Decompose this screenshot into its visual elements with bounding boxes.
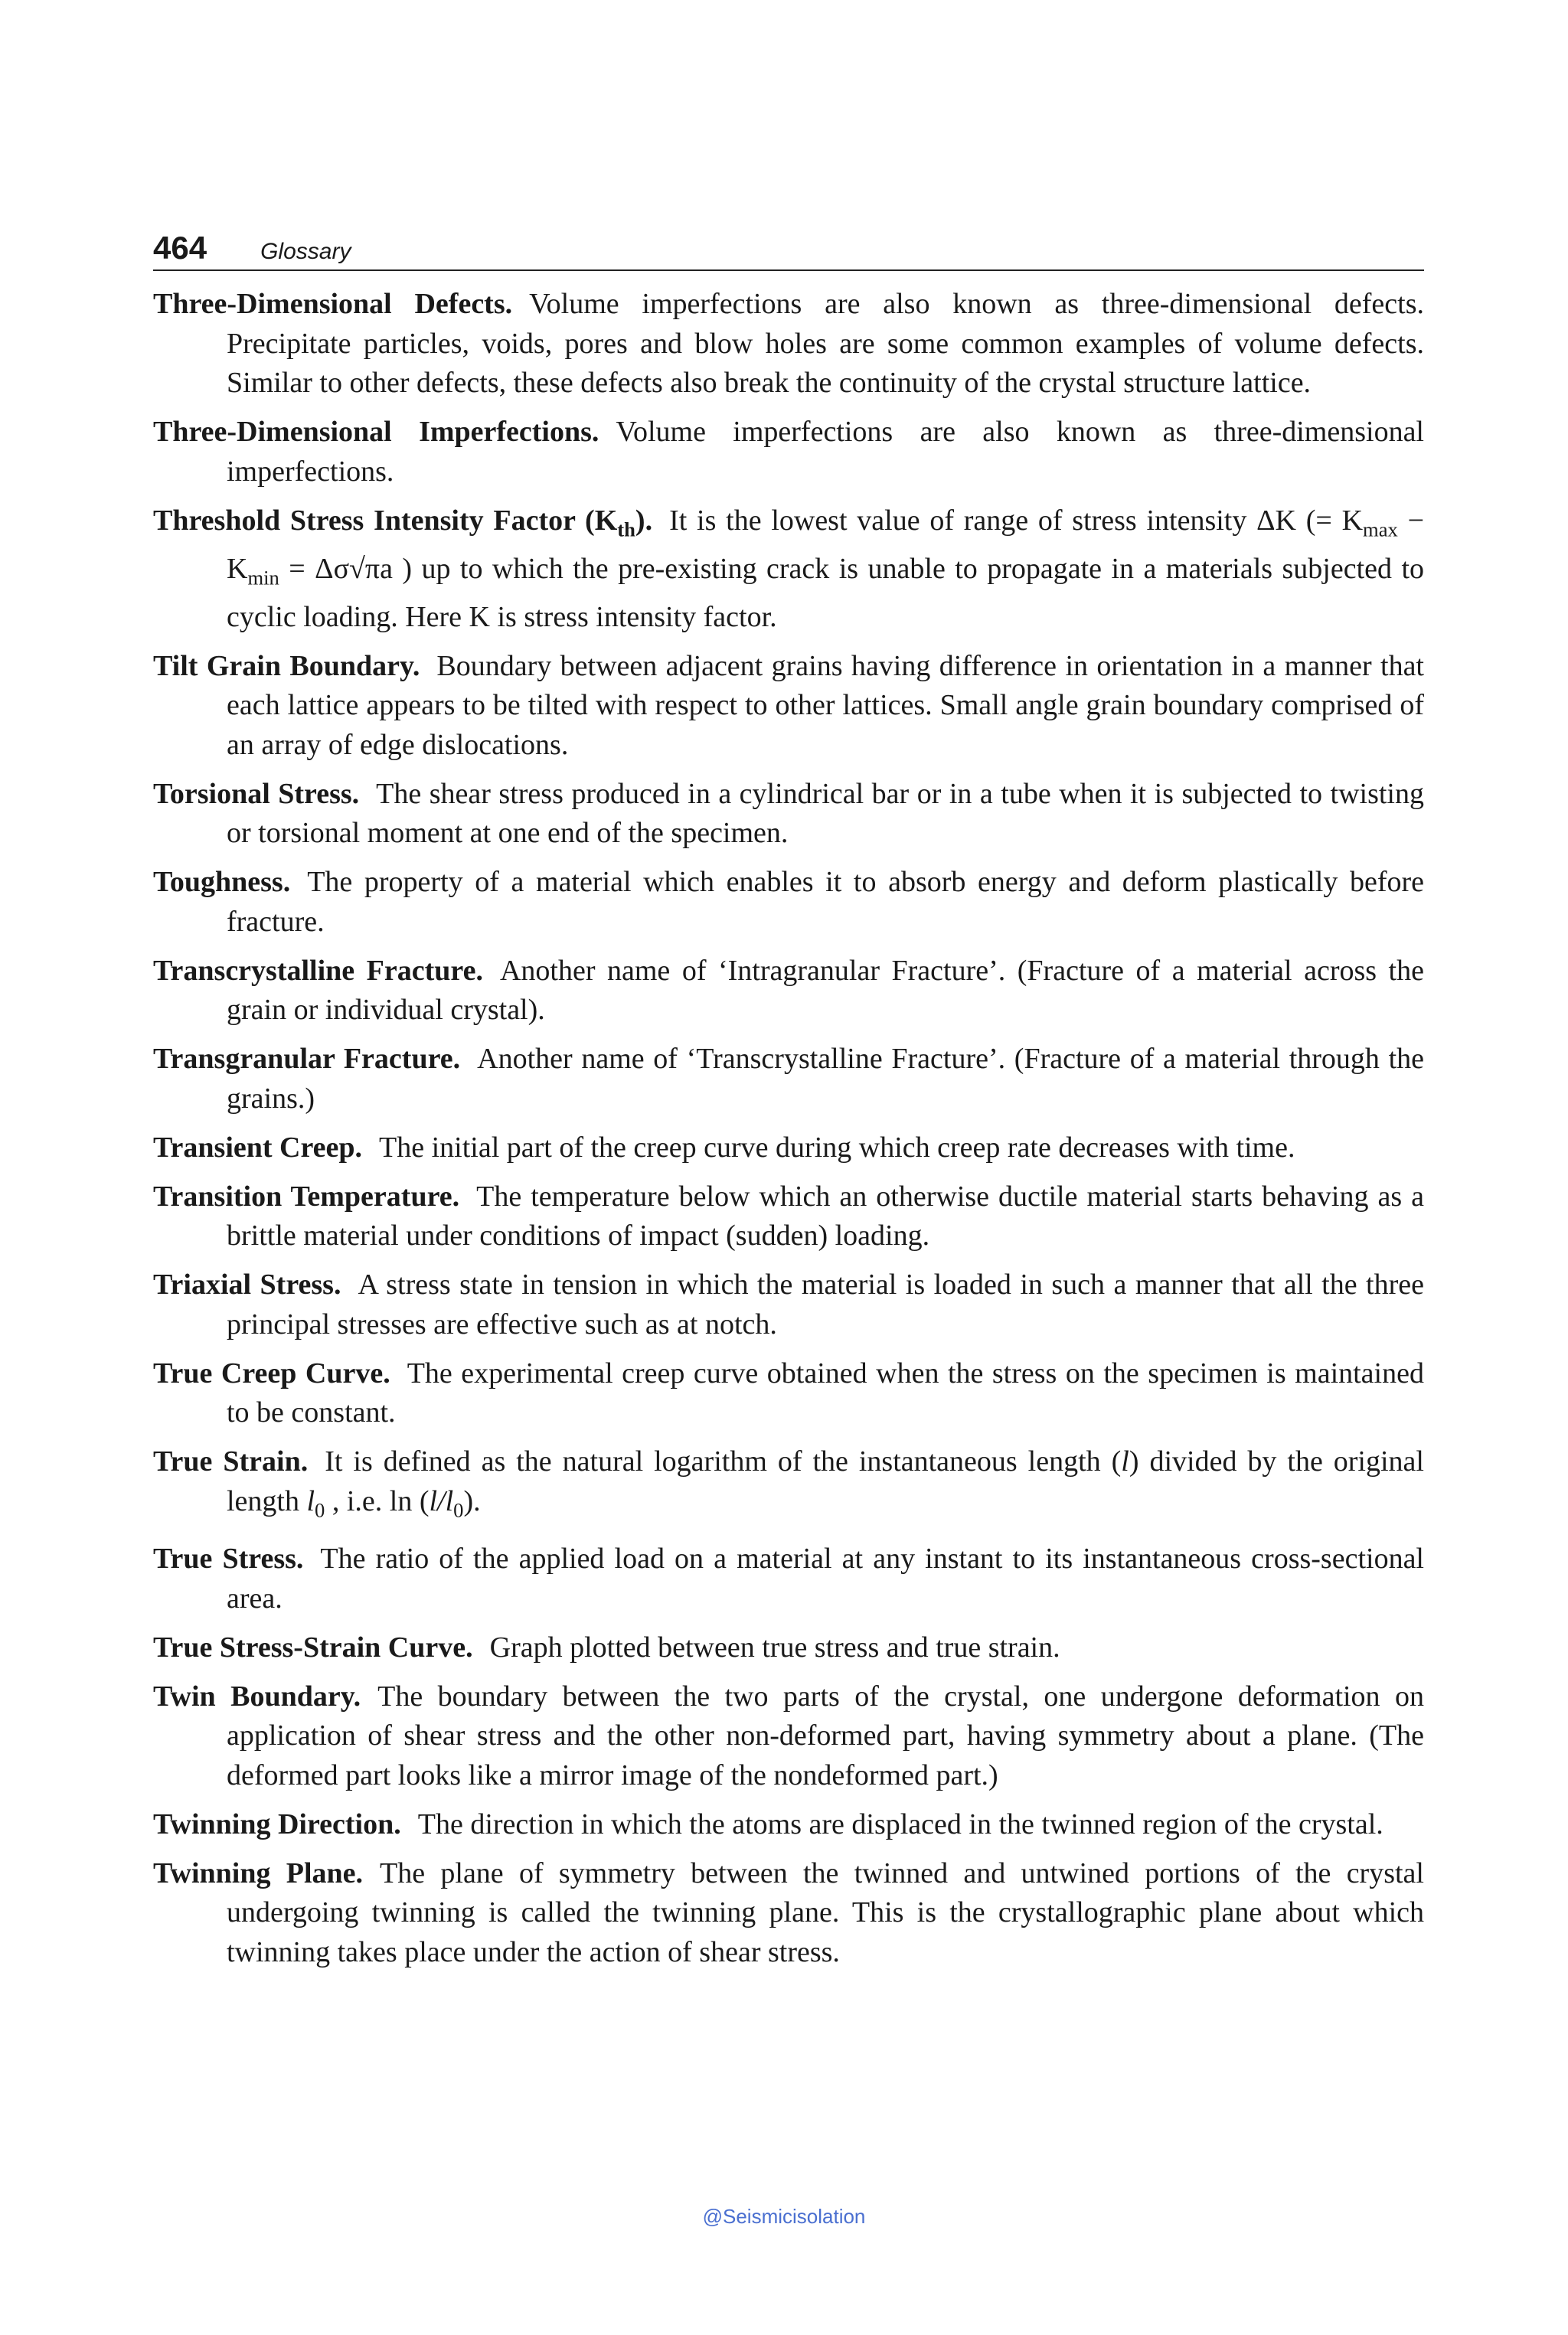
- glossary-entry: [153, 413, 1424, 491]
- entry-definition: Volume imperfections are also known as three-dimensional imperfections.: [227, 416, 1424, 488]
- glossary-entry: [153, 1540, 1424, 1618]
- definition-part: It is the lowest value of range of stress intensity ΔK (= K: [669, 504, 1364, 537]
- glossary-entry: [153, 952, 1424, 1030]
- glossary-entry: [153, 863, 1424, 942]
- entry-term: Twinning Direction.: [153, 1808, 401, 1840]
- entry-term: Transgranular Fracture.: [153, 1043, 461, 1076]
- glossary-entry: [153, 1628, 1424, 1668]
- math-variable: l: [1121, 1445, 1129, 1478]
- entry-definition: The plane of symmetry between the twinned and untwined portions of the crystal undergoing twinning is called the twinning plane. This is the crystallographic plane about which twinning takes place under the action of shear stress.: [227, 1857, 1424, 1968]
- glossary-entry: [153, 1128, 1424, 1168]
- entry-term: True Creep Curve.: [153, 1357, 390, 1390]
- entry-term-end: ).: [635, 504, 653, 537]
- glossary-entry: [153, 1854, 1424, 1973]
- entry-definition: Boundary between adjacent grains having difference in orientation in a manner that each lattice appears to be tilted with respect to other lattices. Small angle grain boundary comprised of an array of edge dislocations.: [227, 649, 1424, 761]
- entry-term-text: Threshold Stress Intensity Factor (K: [153, 504, 618, 537]
- entry-definition: The initial part of the creep curve during which creep rate decreases with time.: [379, 1131, 1295, 1164]
- entry-definition: The experimental creep curve obtained when the stress on the specimen is maintained to be constant.: [227, 1357, 1424, 1429]
- subscript-zero: 0: [453, 1498, 464, 1522]
- entry-term: Toughness.: [153, 866, 291, 899]
- entry-definition: The direction in which the atoms are displaced in the twinned region of the crystal.: [417, 1808, 1383, 1840]
- definition-part: ) up to which the pre-existing crack is unable to propagate in a materials subjected to cyclic loading. Here K is stress intensity factor.: [227, 552, 1424, 633]
- definition-part: ).: [463, 1484, 481, 1517]
- glossary-entry: [153, 647, 1424, 766]
- definition-minus: − K: [227, 504, 1424, 585]
- glossary-entry: [153, 1442, 1424, 1530]
- math-ratio: l/l: [429, 1484, 454, 1517]
- entry-definition: [227, 1445, 1424, 1522]
- subscript-zero: 0: [315, 1498, 325, 1522]
- entry-term: Transition Temperature.: [153, 1180, 460, 1213]
- glossary-entries: [153, 285, 1424, 1972]
- glossary-entry: [153, 1805, 1424, 1845]
- definition-part: It is defined as the natural logarithm of the instantaneous length (: [325, 1445, 1122, 1478]
- subscript-max: max: [1363, 518, 1398, 541]
- entry-definition: The property of a material which enables it to absorb energy and deform plastically before fracture.: [227, 866, 1424, 938]
- entry-term: Triaxial Stress.: [153, 1269, 341, 1301]
- entry-term: Transient Creep.: [153, 1131, 363, 1164]
- entry-term: Twinning Plane.: [153, 1857, 364, 1889]
- subscript-min: min: [247, 566, 279, 589]
- entry-term: True Strain.: [153, 1445, 309, 1478]
- glossary-entry: [153, 1177, 1424, 1256]
- glossary-entry: [153, 1040, 1424, 1119]
- glossary-entry: [153, 285, 1424, 403]
- entry-definition: Volume imperfections are also known as three-dimensional defects. Precipitate particles, voids, pores and blow holes are some common examples of volume defects. Similar to other defects, these defects also break the continuity of the crystal structure lattice.: [227, 288, 1424, 399]
- entry-definition: The ratio of the applied load on a material at any instant to its instantaneous cross-sectional area.: [227, 1543, 1424, 1615]
- entry-term: Tilt Grain Boundary.: [153, 649, 420, 682]
- math-variable: l: [306, 1484, 315, 1517]
- definition-equation: = Δσ√πa: [279, 552, 403, 585]
- glossary-entry: [153, 775, 1424, 854]
- entry-term: Twin Boundary.: [153, 1680, 361, 1713]
- entry-term: True Stress.: [153, 1543, 304, 1576]
- entry-definition: Graph plotted between true stress and true strain.: [489, 1631, 1060, 1664]
- entry-term: True Stress-Strain Curve.: [153, 1631, 473, 1664]
- entry-term: Three-Dimensional Defects.: [153, 288, 513, 320]
- definition-part: , i.e. ln (: [325, 1484, 430, 1517]
- entry-term: Transcrystalline Fracture.: [153, 954, 483, 987]
- definition-part: ) divided by the original length: [227, 1445, 1424, 1517]
- entry-definition: Another name of ‘Intragranular Fracture’. (Fracture of a material across the grain or individual crystal).: [227, 954, 1424, 1027]
- page-header: [153, 230, 1424, 271]
- entry-definition: A stress state in tension in which the material is loaded in such a manner that all the three principal stresses are effective such as at notch.: [227, 1269, 1424, 1341]
- entry-definition: The shear stress produced in a cylindrical bar or in a tube when it is subjected to twisting or torsional moment at one end of the specimen.: [227, 777, 1424, 850]
- page-content: [153, 230, 1424, 1982]
- entry-term: Torsional Stress.: [153, 777, 360, 810]
- entry-definition: The boundary between the two parts of the crystal, one undergone deformation on application of shear stress and the other non-deformed part, having symmetry about a plane. (The deformed part looks like a mirror image of the nondeformed part.): [227, 1680, 1424, 1791]
- glossary-entry: [153, 1354, 1424, 1433]
- entry-definition: Another name of ‘Transcrystalline Fracture’. (Fracture of a material through the grains.): [227, 1043, 1424, 1115]
- running-title: Glossary: [260, 239, 351, 264]
- watermark: @Seismicisolation: [702, 2205, 866, 2228]
- page-number: 464: [153, 230, 207, 266]
- entry-definition: The temperature below which an otherwise ductile material starts behaving as a brittle material under conditions of impact (sudden) loading.: [227, 1180, 1424, 1252]
- entry-term: [153, 504, 653, 541]
- glossary-entry: [153, 1677, 1424, 1796]
- glossary-entry: [153, 1265, 1424, 1344]
- glossary-entry: [153, 501, 1424, 638]
- entry-term-subscript: th: [617, 518, 635, 541]
- entry-term: Three-Dimensional Imperfections.: [153, 416, 599, 448]
